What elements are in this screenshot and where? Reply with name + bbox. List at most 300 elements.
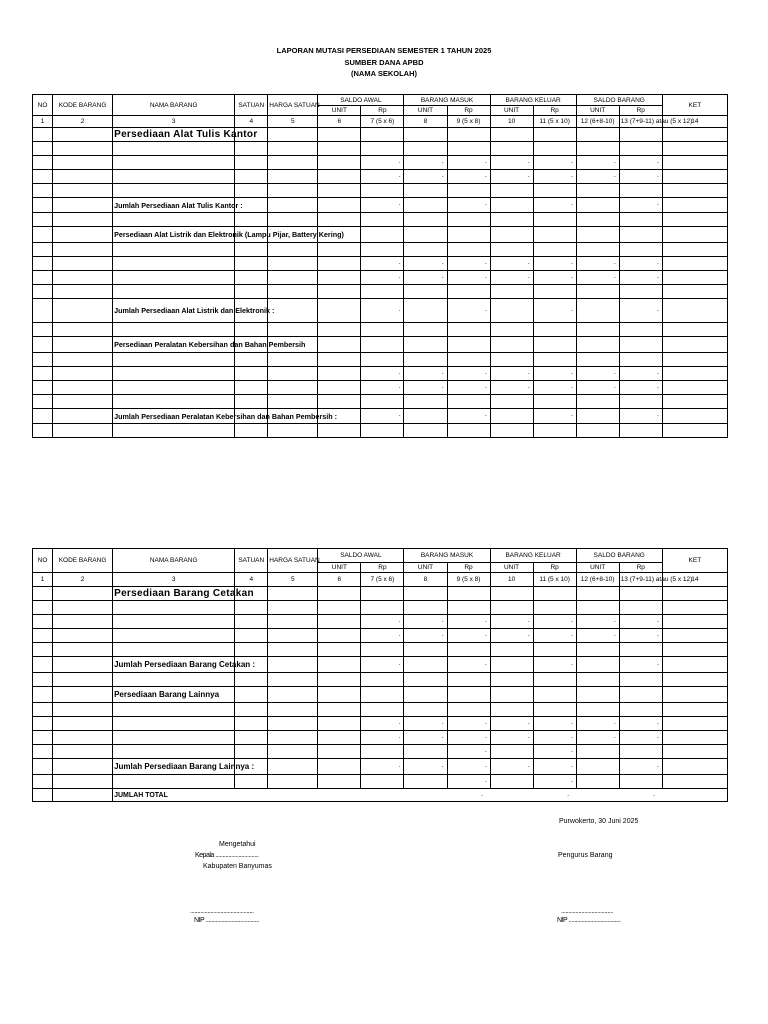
col-number: 12 (6+8-10) xyxy=(576,116,619,128)
table-cell xyxy=(53,775,113,789)
table-cell xyxy=(318,775,361,789)
table-cell xyxy=(53,285,113,299)
table-cell xyxy=(268,213,318,227)
table-cell xyxy=(53,615,113,629)
table-cell xyxy=(361,703,404,717)
table-cell xyxy=(113,243,235,257)
value-dash: - xyxy=(361,657,404,673)
table-cell xyxy=(268,184,318,198)
table-cell xyxy=(53,170,113,184)
grand-total-label: JUMLAH TOTAL xyxy=(114,791,168,799)
value-dash: - xyxy=(619,717,662,731)
col-rp: Rp xyxy=(447,106,490,116)
table-cell xyxy=(268,170,318,184)
table-cell xyxy=(235,367,268,381)
value-dash: - xyxy=(619,271,662,285)
table-cell xyxy=(576,323,619,337)
table-cell xyxy=(619,323,662,337)
table-cell xyxy=(53,673,113,687)
table-cell xyxy=(268,587,318,601)
report-title-block xyxy=(0,45,768,80)
value-dash: - xyxy=(447,775,490,789)
value-dash: - xyxy=(576,615,619,629)
value-dash: - xyxy=(576,156,619,170)
table-cell xyxy=(533,601,576,615)
signature-line-left: ............................................ xyxy=(190,908,254,915)
table-cell xyxy=(404,687,447,703)
table-cell xyxy=(33,184,53,198)
table-cell xyxy=(33,198,53,213)
col-number: 11 (5 x 10) xyxy=(533,573,576,587)
table-cell xyxy=(33,731,53,745)
table-cell xyxy=(53,381,113,395)
table-cell xyxy=(53,629,113,643)
table-cell xyxy=(576,687,619,703)
value-dash: - xyxy=(404,381,447,395)
table-cell xyxy=(235,745,268,759)
table-cell xyxy=(113,717,235,731)
col-unit: UNIT xyxy=(490,106,533,116)
table-cell xyxy=(576,643,619,657)
table-cell xyxy=(490,395,533,409)
table-cell xyxy=(662,703,727,717)
table-cell xyxy=(53,657,113,673)
table-cell xyxy=(235,156,268,170)
table-cell xyxy=(53,184,113,198)
table-cell xyxy=(490,587,533,601)
table-cell xyxy=(490,198,533,213)
table-cell xyxy=(361,424,404,438)
value-dash: - xyxy=(490,731,533,745)
table-cell xyxy=(619,643,662,657)
col-number: 10 xyxy=(490,573,533,587)
col-saldo-barang: SALDO BARANG xyxy=(576,549,662,563)
value-dash: - xyxy=(619,657,662,673)
table-cell xyxy=(404,243,447,257)
value-dash: - xyxy=(404,731,447,745)
table-cell xyxy=(53,271,113,285)
table-cell xyxy=(318,717,361,731)
table-cell xyxy=(235,731,268,745)
table-cell xyxy=(447,687,490,703)
table-cell xyxy=(361,243,404,257)
table-cell xyxy=(235,615,268,629)
table-cell xyxy=(318,323,361,337)
col-rp: Rp xyxy=(619,106,662,116)
total-row xyxy=(33,759,728,775)
kepala-label: Kepala .............................. xyxy=(195,852,259,859)
table-cell xyxy=(619,337,662,353)
table-cell xyxy=(447,142,490,156)
table-cell xyxy=(53,745,113,759)
table-row xyxy=(33,601,728,615)
table-cell xyxy=(113,367,235,381)
section-row xyxy=(33,337,728,353)
table-cell xyxy=(33,323,53,337)
value-dash: - xyxy=(447,299,490,323)
table-cell xyxy=(662,353,727,367)
nip-right: NIP .................................... xyxy=(557,917,621,924)
table-cell xyxy=(113,184,235,198)
value-dash: - xyxy=(361,731,404,745)
value-dash: - xyxy=(533,257,576,271)
value-dash: - xyxy=(533,299,576,323)
table-row xyxy=(33,170,728,184)
table-cell xyxy=(361,643,404,657)
col-number: 13 (7+9-11) atau (5 x 12) xyxy=(619,116,662,128)
table-cell xyxy=(619,687,662,703)
table-cell xyxy=(662,243,727,257)
table-cell xyxy=(235,381,268,395)
table-cell xyxy=(268,257,318,271)
table-cell xyxy=(404,424,447,438)
table-cell xyxy=(662,170,727,184)
grand-total-row xyxy=(33,789,728,802)
table-cell xyxy=(619,353,662,367)
table-cell xyxy=(662,198,727,213)
table-cell xyxy=(662,142,727,156)
table-cell xyxy=(361,227,404,243)
table-cell xyxy=(404,775,447,789)
table-cell xyxy=(235,257,268,271)
table-cell xyxy=(619,745,662,759)
table-1-body xyxy=(33,128,728,438)
value-dash: - xyxy=(619,731,662,745)
col-number: 1 xyxy=(33,573,53,587)
table-cell xyxy=(533,703,576,717)
table-cell xyxy=(490,243,533,257)
table-cell xyxy=(619,424,662,438)
table-cell xyxy=(490,323,533,337)
col-number: 7 (5 x 6) xyxy=(361,116,404,128)
table-cell xyxy=(113,759,255,775)
value-dash: - xyxy=(361,271,404,285)
table-cell xyxy=(318,128,361,142)
report-title: LAPORAN MUTASI PERSEDIAAN SEMESTER 1 TAHUN 2025 xyxy=(276,46,492,55)
value-dash: - xyxy=(576,381,619,395)
value-dash: - xyxy=(447,629,490,643)
table-cell xyxy=(53,717,113,731)
table-row xyxy=(33,142,728,156)
table-cell xyxy=(53,337,113,353)
table-cell xyxy=(33,687,53,703)
value-dash: - xyxy=(490,759,533,775)
table-cell xyxy=(113,353,235,367)
value-dash: - xyxy=(361,257,404,271)
table-cell xyxy=(33,170,53,184)
table-cell xyxy=(113,687,235,703)
table-cell xyxy=(318,657,361,673)
table-cell xyxy=(33,142,53,156)
value-dash: - xyxy=(447,271,490,285)
table-cell xyxy=(318,299,361,323)
table-cell xyxy=(447,213,490,227)
table-cell xyxy=(113,395,235,409)
table-cell xyxy=(361,601,404,615)
table-cell xyxy=(53,703,113,717)
table-cell xyxy=(318,381,361,395)
signature-line-right: .................................... xyxy=(561,908,614,915)
col-ket: KET xyxy=(662,95,727,116)
table-cell xyxy=(533,395,576,409)
value-dash: - xyxy=(576,731,619,745)
value-dash: - xyxy=(361,198,404,213)
table-cell xyxy=(662,687,727,703)
col-ket: KET xyxy=(662,549,727,573)
table-cell xyxy=(235,170,268,184)
value-dash: - xyxy=(361,629,404,643)
table-cell xyxy=(268,323,318,337)
value-dash: - xyxy=(490,615,533,629)
value-dash: - xyxy=(490,271,533,285)
table-cell xyxy=(33,271,53,285)
table-cell xyxy=(576,759,619,775)
col-satuan: SATUAN xyxy=(235,95,268,116)
table-row xyxy=(33,367,728,381)
table-cell xyxy=(662,775,727,789)
table-cell xyxy=(576,601,619,615)
value-dash: - xyxy=(533,170,576,184)
table-cell xyxy=(662,271,727,285)
value-dash: - xyxy=(447,409,490,424)
table-cell xyxy=(576,142,619,156)
table-cell xyxy=(268,271,318,285)
table-cell xyxy=(235,601,268,615)
table-cell xyxy=(576,409,619,424)
table-cell xyxy=(33,353,53,367)
value-dash: - xyxy=(576,717,619,731)
table-cell xyxy=(619,395,662,409)
table-cell xyxy=(33,243,53,257)
table-cell xyxy=(662,156,727,170)
table-cell xyxy=(235,271,268,285)
table-cell xyxy=(33,657,53,673)
table-cell xyxy=(576,227,619,243)
col-barang-masuk: BARANG MASUK xyxy=(404,95,490,106)
kabupaten-label: Kabupaten Banyumas xyxy=(203,863,272,870)
col-unit: UNIT xyxy=(490,563,533,573)
table-cell xyxy=(576,657,619,673)
table-cell xyxy=(533,687,576,703)
table-cell xyxy=(404,213,447,227)
table-cell xyxy=(235,703,268,717)
table-cell xyxy=(447,353,490,367)
table-cell xyxy=(268,759,318,775)
total-row xyxy=(33,299,728,323)
table-cell xyxy=(53,759,113,775)
value-dash: - xyxy=(447,257,490,271)
table-cell xyxy=(404,198,447,213)
table-2-body xyxy=(33,587,728,802)
table-cell xyxy=(576,213,619,227)
table-cell xyxy=(33,285,53,299)
table-cell xyxy=(576,285,619,299)
value-dash: - xyxy=(533,717,576,731)
table-row xyxy=(33,395,728,409)
table-cell xyxy=(533,227,576,243)
total-atk: Jumlah Persediaan Alat Tulis Kantor : xyxy=(114,200,243,210)
table-cell xyxy=(268,243,318,257)
table-cell xyxy=(662,759,727,775)
total-row xyxy=(33,198,728,213)
col-harga-satuan: HARGA SATUAN xyxy=(268,549,318,573)
table-cell xyxy=(662,184,727,198)
table-cell xyxy=(33,759,53,775)
col-number: 3 xyxy=(113,116,235,128)
table-cell xyxy=(361,687,404,703)
table-row xyxy=(33,323,728,337)
table-cell xyxy=(53,395,113,409)
col-number: 13 (7+9-11) atau (5 x 12) xyxy=(619,573,662,587)
table-cell xyxy=(235,717,268,731)
table-cell xyxy=(662,381,727,395)
value-dash: - xyxy=(404,170,447,184)
table-cell xyxy=(490,184,533,198)
table-cell xyxy=(318,643,361,657)
inventory-table-1 xyxy=(32,94,728,438)
col-rp: Rp xyxy=(447,563,490,573)
value-dash: - xyxy=(361,717,404,731)
col-barang-masuk: BARANG MASUK xyxy=(404,549,490,563)
table-cell xyxy=(268,128,318,142)
table-cell xyxy=(619,601,662,615)
table-cell xyxy=(33,601,53,615)
table-cell xyxy=(33,409,53,424)
col-rp: Rp xyxy=(361,563,404,573)
col-unit: UNIT xyxy=(576,106,619,116)
table-cell xyxy=(33,128,53,142)
value-dash: - xyxy=(404,271,447,285)
table-cell xyxy=(490,643,533,657)
table-cell xyxy=(33,775,53,789)
value-dash: - xyxy=(361,615,404,629)
value-dash: - xyxy=(533,615,576,629)
table-cell xyxy=(404,643,447,657)
col-number: 12 (6+8-10) xyxy=(576,573,619,587)
table-cell xyxy=(619,243,662,257)
table-cell xyxy=(662,657,727,673)
table-cell xyxy=(33,615,53,629)
table-cell xyxy=(53,353,113,367)
table-cell xyxy=(53,299,113,323)
table-cell xyxy=(576,353,619,367)
table-cell xyxy=(53,128,113,142)
table-cell xyxy=(235,243,268,257)
table-cell xyxy=(576,775,619,789)
value-dash: - xyxy=(361,156,404,170)
table-cell xyxy=(268,687,318,703)
value-dash: - xyxy=(619,615,662,629)
table-cell xyxy=(662,673,727,687)
table-cell xyxy=(318,601,361,615)
table-cell xyxy=(53,643,113,657)
value-dash: - xyxy=(447,717,490,731)
value-dash: - xyxy=(361,759,404,775)
section-lainnya: Persediaan Barang Lainnya xyxy=(114,690,220,699)
table-cell xyxy=(113,789,728,802)
table-cell xyxy=(576,745,619,759)
table-cell xyxy=(33,745,53,759)
section-row xyxy=(33,128,728,142)
table-cell xyxy=(404,299,447,323)
report-subtitle: SUMBER DANA APBD xyxy=(344,57,424,67)
table-cell xyxy=(318,156,361,170)
table-cell xyxy=(318,367,361,381)
col-unit: UNIT xyxy=(576,563,619,573)
table-cell xyxy=(53,424,113,438)
section-row xyxy=(33,687,728,703)
table-cell xyxy=(113,424,235,438)
table-cell xyxy=(490,673,533,687)
table-cell xyxy=(318,759,361,775)
table-cell xyxy=(404,323,447,337)
table-cell xyxy=(113,629,235,643)
value-dash: - xyxy=(490,170,533,184)
table-cell xyxy=(361,587,404,601)
table-cell xyxy=(268,395,318,409)
table-cell xyxy=(662,257,727,271)
col-number: 9 (5 x 8) xyxy=(447,116,490,128)
table-cell xyxy=(662,731,727,745)
table-cell xyxy=(662,745,727,759)
value-dash: - xyxy=(447,367,490,381)
table-row xyxy=(33,731,728,745)
table-cell xyxy=(235,353,268,367)
table-cell xyxy=(662,601,727,615)
table-cell xyxy=(318,587,361,601)
value-dash: - xyxy=(533,731,576,745)
table-cell xyxy=(533,643,576,657)
table-cell xyxy=(447,703,490,717)
section-row xyxy=(33,587,728,601)
table-cell xyxy=(113,128,258,142)
col-number: 6 xyxy=(318,116,361,128)
table-cell xyxy=(268,703,318,717)
table-cell xyxy=(404,337,447,353)
value-dash: - xyxy=(361,299,404,323)
table-cell xyxy=(53,731,113,745)
section-listrik: Persediaan Alat Listrik dan Elektronik (Lampu Pijar, Battery Kering) xyxy=(114,230,344,239)
table-cell xyxy=(318,142,361,156)
table-cell xyxy=(268,601,318,615)
total-lainnya: Jumlah Persediaan Barang Lainnya : xyxy=(114,762,255,771)
table-cell xyxy=(318,731,361,745)
table-cell xyxy=(404,587,447,601)
table-cell xyxy=(619,587,662,601)
value-dash: - xyxy=(567,792,570,799)
col-unit: UNIT xyxy=(404,106,447,116)
table-row xyxy=(33,381,728,395)
table-cell xyxy=(113,198,243,213)
table-cell xyxy=(361,128,404,142)
table-cell xyxy=(318,673,361,687)
table-cell xyxy=(361,337,404,353)
table-cell xyxy=(318,198,361,213)
value-dash: - xyxy=(533,745,576,759)
inventory-table-2 xyxy=(32,548,728,802)
table-cell xyxy=(113,409,337,424)
table-cell xyxy=(490,745,533,759)
table-cell xyxy=(33,213,53,227)
table-cell xyxy=(490,227,533,243)
table-cell xyxy=(662,629,727,643)
col-number: 3 xyxy=(113,573,235,587)
table-cell xyxy=(490,128,533,142)
table-cell xyxy=(361,142,404,156)
table-cell xyxy=(447,128,490,142)
table-cell xyxy=(318,745,361,759)
col-saldo-awal: SALDO AWAL xyxy=(318,549,404,563)
